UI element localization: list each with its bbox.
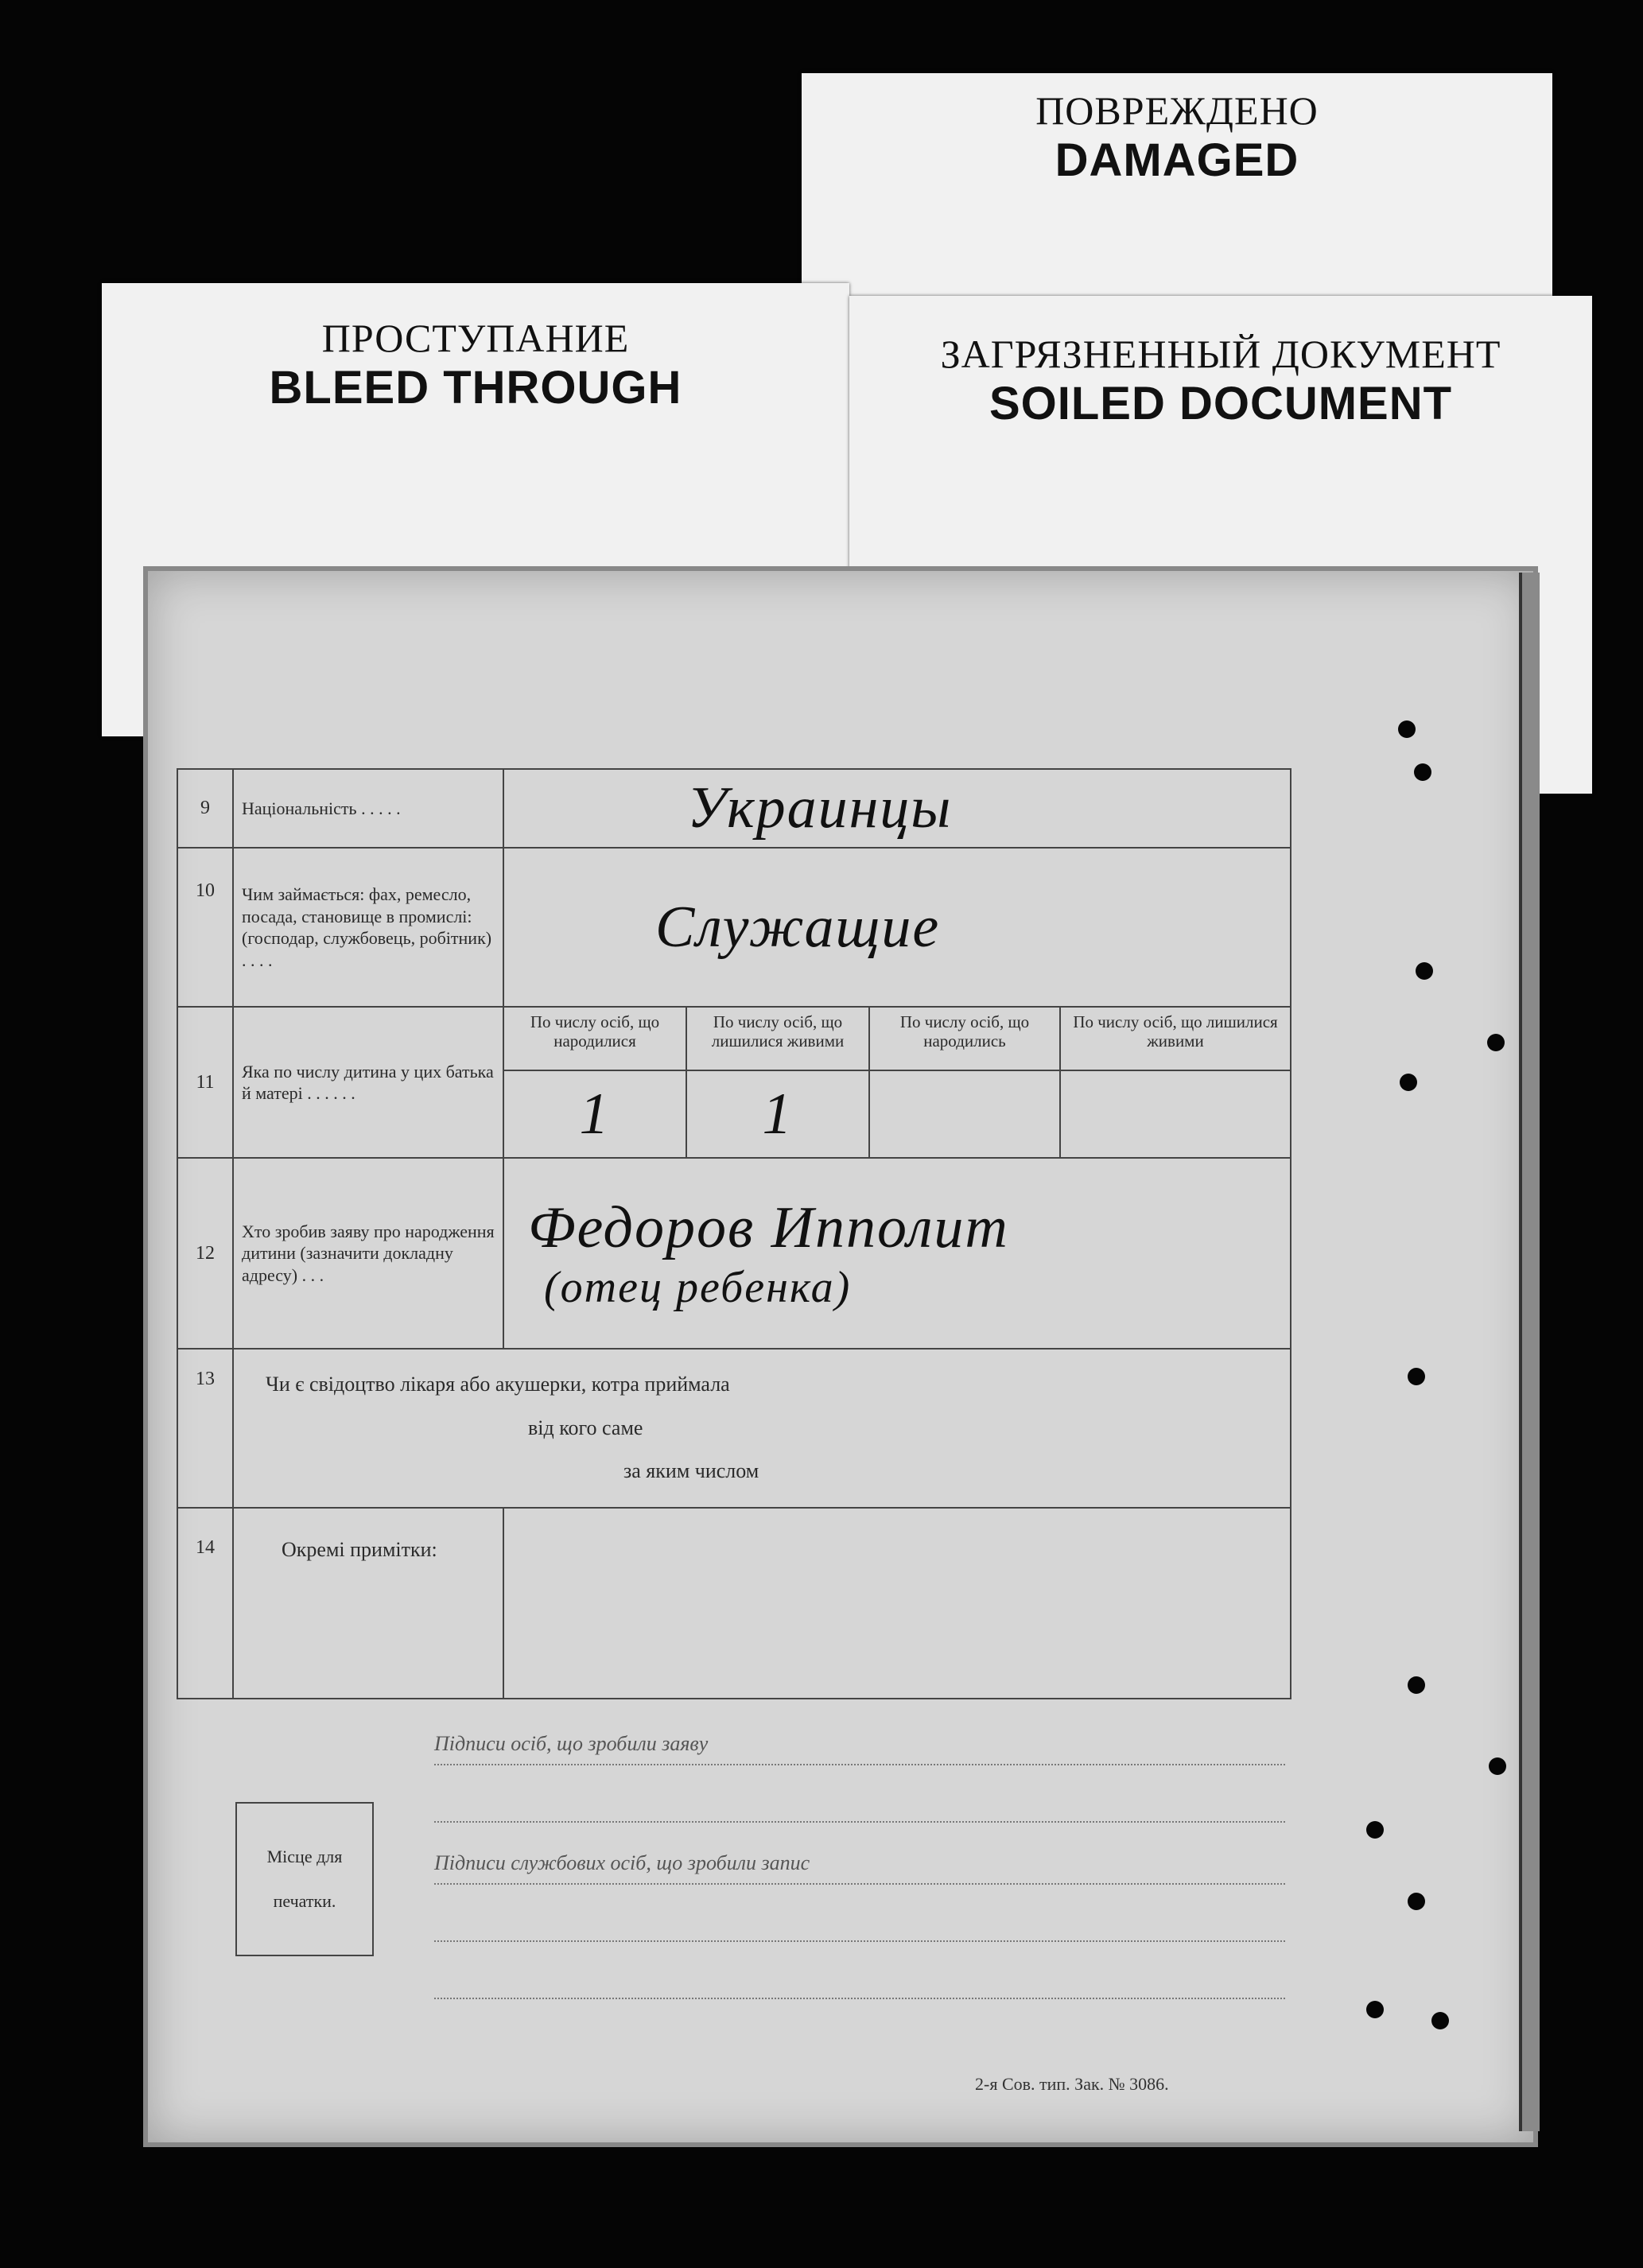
binding-hole xyxy=(1408,1368,1425,1385)
column-header: По числу осіб, що народились xyxy=(869,1007,1060,1070)
binding-hole xyxy=(1431,2012,1449,2029)
signature-line xyxy=(434,1883,1285,1885)
row-declarant xyxy=(177,1158,1291,1349)
handwritten-value: 1 xyxy=(686,1070,869,1158)
binding-hole xyxy=(1408,1676,1425,1694)
certificate-line-3: за яким числом xyxy=(623,1459,759,1483)
handwritten-value: (отец ребенка) xyxy=(544,1262,852,1312)
row-number: 14 xyxy=(177,1508,233,1699)
row-label: Чим займається: фах, ремесло, посада, становище в промислі: (господар, службовець, робітник) . . . . xyxy=(233,848,503,1007)
row-child-order-headers xyxy=(177,1007,1291,1070)
stamp-label: Місце для xyxy=(266,1847,343,1866)
empty-cell xyxy=(869,1070,1060,1158)
row-occupation xyxy=(177,848,1291,1007)
binding-hole xyxy=(1400,1074,1417,1091)
bleed-card-en: BLEED THROUGH xyxy=(269,362,682,414)
stamp-box xyxy=(235,1802,374,1956)
column-header: По числу осіб, що лишилися живими xyxy=(686,1007,869,1070)
signature-line xyxy=(434,1940,1285,1942)
row-number: 12 xyxy=(177,1158,233,1349)
form-table xyxy=(177,768,1291,1699)
row-label: Окремі примітки: xyxy=(233,1508,503,1699)
empty-cell xyxy=(1060,1070,1291,1158)
column-header: По числу осіб, що народилися xyxy=(503,1007,686,1070)
soiled-card-en: SOILED DOCUMENT xyxy=(989,378,1453,429)
binding-hole xyxy=(1416,962,1433,980)
officials-signatures-label: Підписи службових осіб, що зробили запис xyxy=(434,1851,810,1874)
row-number: 9 xyxy=(177,769,233,848)
certificate-line-2: від кого саме xyxy=(528,1416,643,1439)
damaged-card-ru: ПОВРЕЖДЕНО xyxy=(1035,88,1319,133)
binding-hole xyxy=(1414,763,1431,781)
handwritten-value: Служащие xyxy=(503,848,1291,1007)
handwritten-value: Федоров Ипполит xyxy=(528,1194,1009,1260)
binding-hole xyxy=(1366,2001,1384,2018)
row-label: Хто зробив заяву про народження дитини (зазначити докладну адресу) . . . xyxy=(233,1158,503,1349)
certificate-lines xyxy=(233,1349,1291,1508)
certificate-line-1: Чи є свідоцтво лікаря або акушерки, котра приймала xyxy=(266,1373,730,1396)
column-header: По числу осіб, що лишилися живими xyxy=(1060,1007,1291,1070)
stamp-label: печатки. xyxy=(273,1891,336,1911)
binding-hole xyxy=(1398,720,1416,738)
row-notes xyxy=(177,1508,1291,1699)
row-nationality xyxy=(177,769,1291,848)
applicants-signatures-label: Підписи осіб, що зробили заяву xyxy=(434,1732,709,1755)
signature-line xyxy=(434,1821,1285,1823)
row-number: 13 xyxy=(177,1349,233,1508)
page-edge xyxy=(1519,573,1540,2131)
damaged-card xyxy=(802,73,1552,312)
signature-line xyxy=(434,1998,1285,1999)
signature-line xyxy=(434,1764,1285,1765)
row-label: Національність . . . . . xyxy=(233,769,503,848)
form-page xyxy=(143,566,1538,2147)
declarant-value xyxy=(503,1158,1291,1349)
print-info: 2-я Сов. тип. Зак. № 3086. xyxy=(975,2074,1169,2094)
handwritten-value: 1 xyxy=(503,1070,686,1158)
binding-hole xyxy=(1489,1757,1506,1775)
row-number: 10 xyxy=(177,848,233,1007)
bleed-card-ru: ПРОСТУПАНИЕ xyxy=(321,316,630,360)
row-doctor-certificate xyxy=(177,1349,1291,1508)
row-number: 11 xyxy=(177,1007,233,1158)
handwritten-value: Украинцы xyxy=(503,769,1291,848)
binding-hole xyxy=(1487,1034,1505,1051)
damaged-card-en: DAMAGED xyxy=(1055,134,1299,186)
notes-area xyxy=(503,1508,1291,1699)
binding-hole xyxy=(1366,1821,1384,1839)
row-label: Яка по числу дитина у цих батька й матері . . . . . . xyxy=(233,1007,503,1158)
binding-hole xyxy=(1408,1893,1425,1910)
soiled-card-ru: ЗАГРЯЗНЕННЫЙ ДОКУМЕНТ xyxy=(940,332,1501,376)
